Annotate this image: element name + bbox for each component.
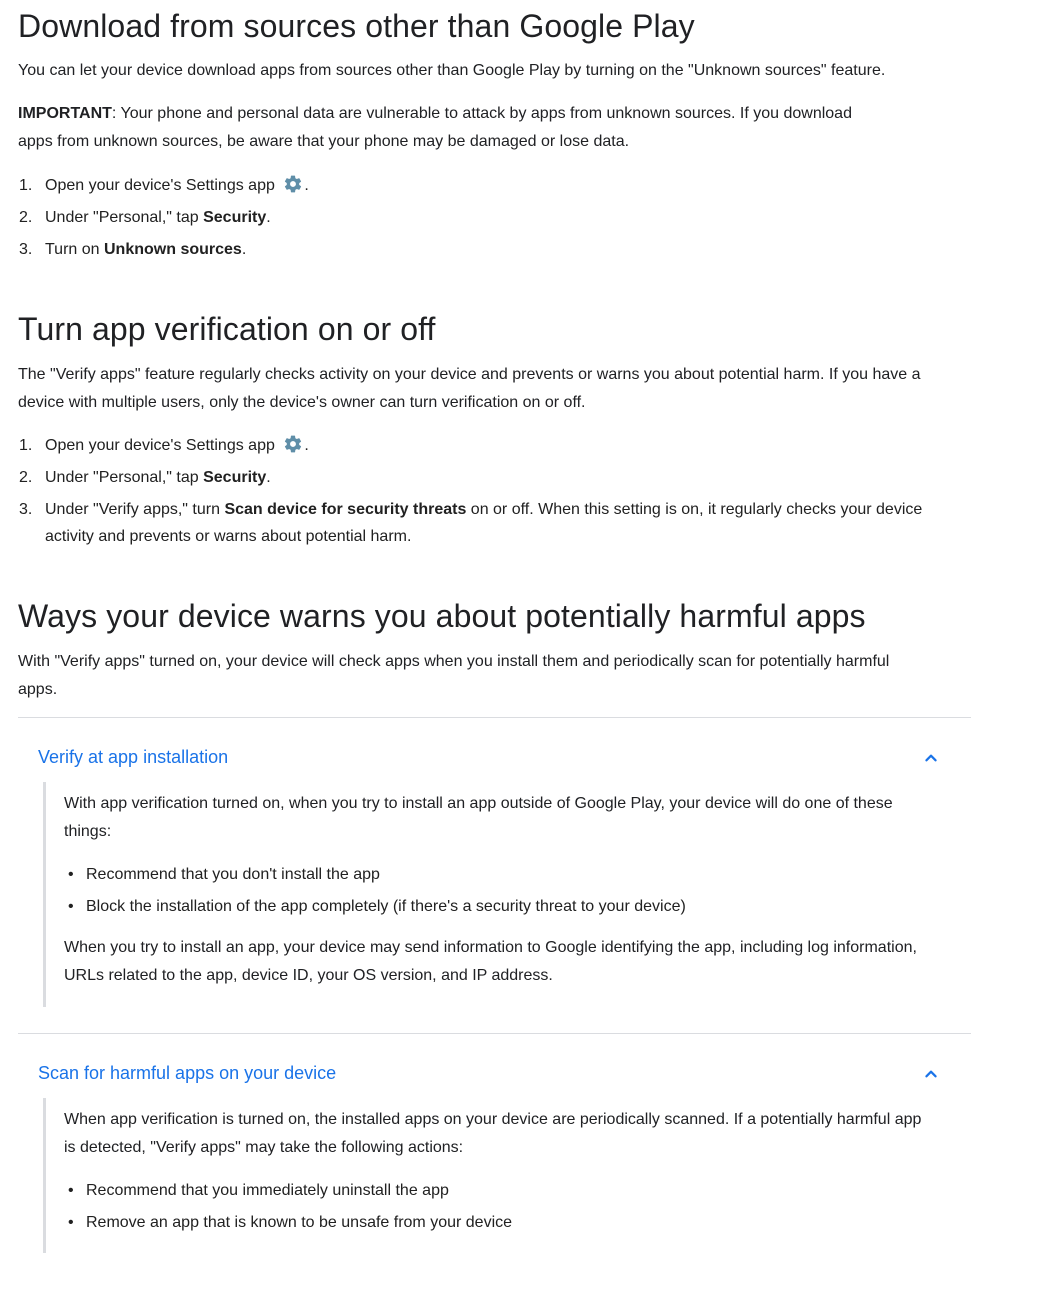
step-number: 1. <box>19 437 33 454</box>
bullet-text: Block the installation of the app completely (if there's a security threat to your device) <box>86 898 686 915</box>
step-number: 2. <box>19 209 33 226</box>
chevron-up-icon[interactable] <box>920 747 942 769</box>
list-item <box>18 464 948 491</box>
list-item <box>18 496 948 550</box>
gear-icon <box>282 174 304 194</box>
panel-outro: When you try to install an app, your device may send information to Google identifying the app, including log information, URLs related to the app, device ID, your OS version, and IP address. <box>64 939 917 984</box>
step-text: Open your device's Settings app <box>45 437 275 454</box>
divider <box>18 1033 971 1034</box>
important-label: IMPORTANT <box>18 105 112 122</box>
step-suffix: . <box>304 177 309 194</box>
bullet-list <box>64 1177 944 1236</box>
list-item <box>64 861 944 888</box>
step-suffix: . <box>304 437 309 454</box>
accordion-panel-scan-harmful <box>43 1098 944 1253</box>
step-emphasis: Security <box>203 469 267 486</box>
step-number: 3. <box>19 241 33 258</box>
divider <box>18 717 971 718</box>
step-number: 1. <box>19 177 33 194</box>
section-intro: You can let your device download apps from sources other than Google Play by turning on the "Unknown sources" feature. <box>18 62 886 79</box>
step-suffix: . <box>266 469 271 486</box>
chevron-up-icon[interactable] <box>920 1063 942 1085</box>
steps-list-unknown-sources <box>18 172 978 268</box>
section-title-unknown-sources: Download from sources other than Google Play <box>18 8 695 44</box>
section-title-warnings: Ways your device warns you about potentially harmful apps <box>18 598 866 634</box>
list-item <box>18 432 948 459</box>
step-suffix: . <box>266 209 271 226</box>
step-emphasis: Unknown sources <box>104 241 242 258</box>
step-suffix: . <box>241 241 247 258</box>
section-intro: The "Verify apps" feature regularly checks activity on your device and prevents or warns you about potential harm. If you have a device with multiple users, only the device's owner can turn verification on or off. <box>18 366 921 411</box>
step-text: Under "Personal," tap <box>45 469 204 486</box>
gear-icon <box>282 434 304 454</box>
list-item <box>64 1177 944 1204</box>
step-number: 2. <box>19 469 33 486</box>
panel-intro: When app verification is turned on, the installed apps on your device are periodically scanned. If a potentially harmful app is detected, "Verify apps" may take the following actions: <box>64 1111 922 1156</box>
step-emphasis: Security <box>203 209 267 226</box>
step-text: Open your device's Settings app <box>45 177 275 194</box>
steps-list-app-verification <box>18 432 948 555</box>
list-item <box>18 236 978 263</box>
bullet-icon: • <box>68 1182 74 1199</box>
panel-intro: With app verification turned on, when you try to install an app outside of Google Play, your device will do one of these things: <box>64 795 893 840</box>
bullet-text: Recommend that you immediately uninstall the app <box>86 1182 449 1199</box>
bullet-icon: • <box>68 1214 74 1231</box>
accordion-header-scan-harmful[interactable]: Scan for harmful apps on your device <box>38 1063 337 1083</box>
important-note <box>18 100 878 156</box>
bullet-icon: • <box>68 898 74 915</box>
bullet-text: Remove an app that is known to be unsafe from your device <box>86 1214 513 1231</box>
step-text: Under "Personal," tap <box>45 209 204 226</box>
important-text: : Your phone and personal data are vulnerable to attack by apps from unknown sources. If you download apps from unknown sources, be aware that your phone may be damaged or lose data. <box>18 105 852 150</box>
section-title-app-verification: Turn app verification on or off <box>18 311 436 347</box>
accordion-panel-verify-install <box>43 782 944 1007</box>
list-item <box>64 1209 944 1236</box>
section-intro: With "Verify apps" turned on, your device will check apps when you install them and periodically scan for potentially harmful apps. <box>18 653 890 698</box>
step-suffix: on or off. When this setting is on, it regularly checks your device activity and prevents or warns about potential harm. <box>45 501 923 545</box>
step-number: 3. <box>19 501 33 518</box>
step-emphasis: Scan device for security threats <box>224 501 467 518</box>
bullet-list <box>64 861 944 920</box>
list-item <box>64 893 944 920</box>
bullet-icon: • <box>68 866 74 883</box>
step-text: Under "Verify apps," turn <box>45 501 225 518</box>
list-item <box>18 204 978 231</box>
bullet-text: Recommend that you don't install the app <box>86 866 380 883</box>
step-text: Turn on <box>45 241 104 258</box>
list-item <box>18 172 978 199</box>
accordion-header-verify-install[interactable]: Verify at app installation <box>38 747 229 767</box>
